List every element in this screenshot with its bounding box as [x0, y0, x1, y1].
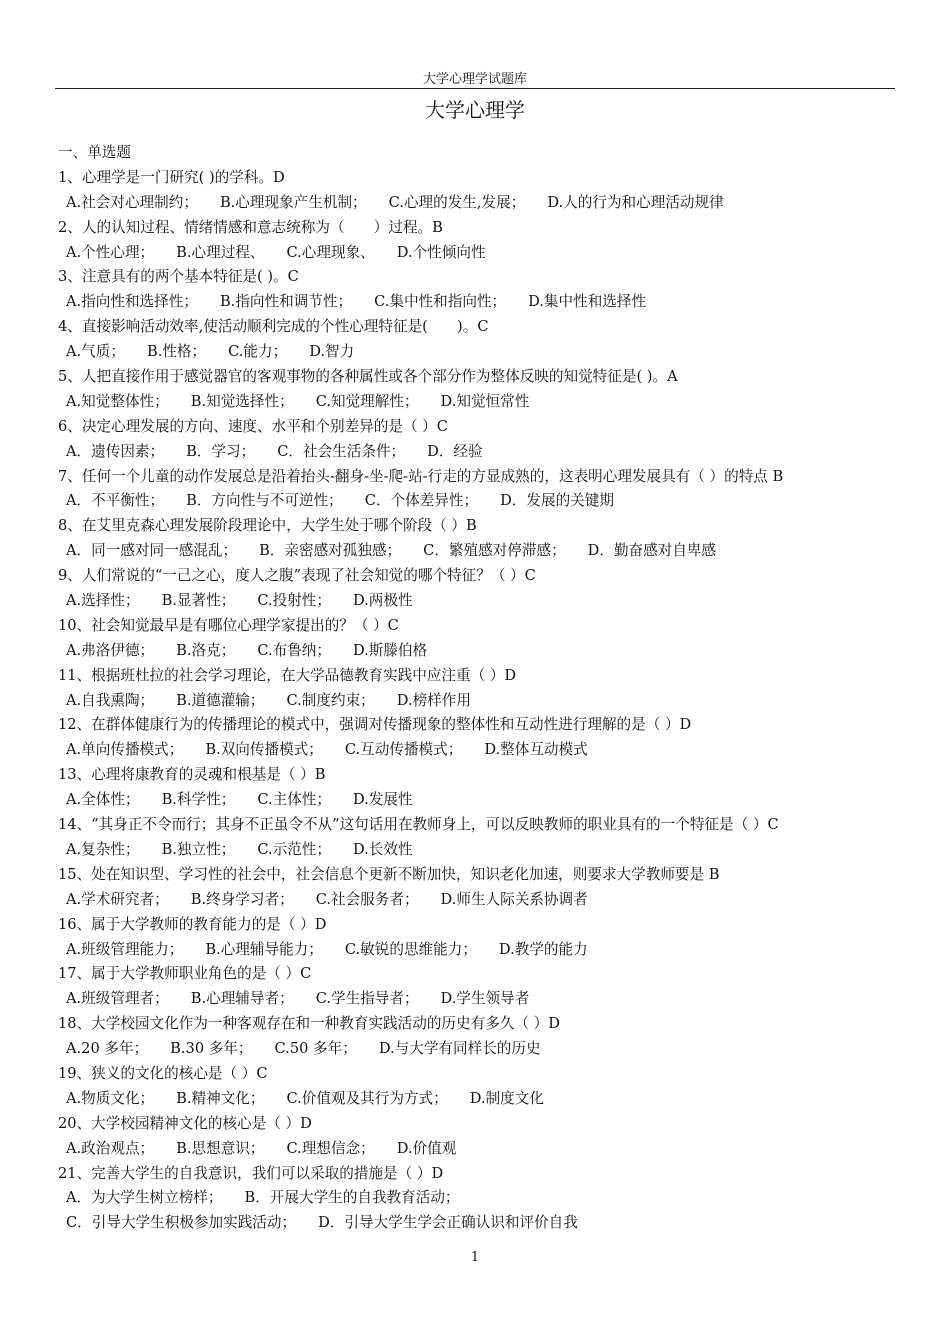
- answer-option: C.价值观及其行为方式；: [286, 1089, 448, 1107]
- answer-option: D.学生领导者: [440, 990, 530, 1008]
- answer-option: D.斯滕伯格: [352, 641, 428, 659]
- answer-option: B.双向传播模式；: [205, 741, 323, 759]
- answer-option: A．为大学生树立榜样；: [66, 1189, 223, 1207]
- answer-option: A.物质文化；: [66, 1089, 155, 1107]
- answer-option: A.指向性和选择性；: [66, 293, 198, 311]
- answer-option: B.性格；: [146, 343, 207, 361]
- answer-option: D.师生人际关系协调者: [440, 890, 588, 908]
- answer-option: B.思想意识；: [176, 1139, 265, 1157]
- answer-option: B.显著性；: [161, 592, 236, 610]
- answer-option: C.布鲁纳；: [257, 641, 331, 659]
- answer-options: [58, 241, 938, 266]
- question-stem: 5、人把直接作用于感觉器官的客观事物的各种属性或各个部分作为整体反映的知觉特征是( )。A: [58, 368, 678, 386]
- question-stem: 2、人的认知过程、情绪情感和意志统称为（ ）过程。B: [58, 218, 443, 236]
- answer-options: [58, 788, 938, 813]
- answer-options: [58, 888, 938, 913]
- answer-options: [58, 938, 938, 963]
- answer-option: B.心理辅导能力；: [205, 940, 323, 958]
- answer-option: B．学习；: [186, 442, 256, 460]
- section-heading: 一、单选题: [58, 144, 131, 161]
- answer-options: [58, 290, 938, 315]
- question-stem: 9、人们常说的“一己之心，度人之腹”表现了社会知觉的哪个特征？（ ）C: [58, 567, 536, 585]
- document-title: 大学心理学: [425, 98, 525, 122]
- answer-option: C.社会服务者；: [315, 890, 419, 908]
- answer-option: C.50 多年；: [274, 1040, 357, 1058]
- answer-options: [58, 738, 938, 763]
- answer-option: C.敏锐的思维能力；: [344, 940, 477, 958]
- question-stem: 13、心理将康教育的灵魂和根基是（ ）B: [58, 766, 326, 784]
- answer-option: D.人的行为和心理活动规律: [547, 193, 724, 211]
- answer-options: [58, 1186, 938, 1211]
- answer-option: D.整体互动模式: [484, 741, 588, 759]
- answer-options: [58, 838, 938, 863]
- question-stem: 15、处在知识型、学习性的社会中，社会信息个更新不断加快，知识老化加速，则要求大学教师要是 B: [58, 865, 720, 883]
- answer-options: [58, 1037, 938, 1062]
- answer-option: A.班级管理者；: [66, 990, 169, 1008]
- answer-option: B.知觉选择性；: [190, 392, 294, 410]
- answer-option: B.终身学习者；: [190, 890, 294, 908]
- answer-option: A.复杂性；: [66, 840, 140, 858]
- question-stem: 17、属于大学教师职业角色的是（ ）C: [58, 965, 312, 983]
- answer-option: B．亲密感对孤独感；: [259, 542, 402, 560]
- question-list: [58, 141, 938, 1236]
- answer-option: B.精神文化；: [176, 1089, 265, 1107]
- answer-option: D.个性倾向性: [396, 243, 486, 261]
- answer-options: [58, 1211, 938, 1236]
- answer-option: A.自我熏陶；: [66, 691, 155, 709]
- header-rule: [55, 88, 895, 89]
- answer-option: B.指向性和调节性；: [219, 293, 353, 311]
- answer-option: D.智力: [309, 343, 355, 361]
- answer-option: B．方向性与不可逆性；: [186, 492, 343, 510]
- question-stem: 18、大学校园文化作为一种客观存在和一种教育实践活动的历史有多久（ ）D: [58, 1015, 560, 1033]
- question-stem: 16、属于大学教师的教育能力的是（ ）D: [58, 915, 327, 933]
- answer-option: D．经验: [427, 442, 483, 460]
- answer-options: [58, 1087, 938, 1112]
- answer-option: A.学术研究者；: [66, 890, 169, 908]
- question-stem: 1、心理学是一门研究( )的学科。D: [58, 168, 285, 186]
- answer-options: [58, 340, 938, 365]
- answer-option: A.个性心理；: [66, 243, 155, 261]
- answer-option: A.气质；: [66, 343, 125, 361]
- answer-option: B.心理现象产生机制；: [219, 193, 367, 211]
- question-stem: 19、狭义的文化的核心是（ ）C: [58, 1064, 268, 1082]
- answer-options: [58, 191, 938, 216]
- answer-option: B.30 多年；: [170, 1040, 253, 1058]
- answer-option: A．遗传因素；: [66, 442, 165, 460]
- answer-option: A．不平衡性；: [66, 492, 165, 510]
- answer-options: [58, 489, 938, 514]
- running-header: 大学心理学试题库: [422, 72, 527, 87]
- answer-option: C.互动传播模式；: [344, 741, 463, 759]
- answer-option: A.政治观点；: [66, 1139, 155, 1157]
- question-stem: 12、在群体健康行为的传播理论的模式中，强调对传播现象的整体性和互动性进行理解的是（ ）D: [58, 716, 692, 734]
- answer-options: [58, 639, 938, 664]
- answer-option: A.知觉整体性；: [66, 392, 169, 410]
- answer-option: D．勤奋感对自卑感: [587, 542, 717, 560]
- answer-option: D.与大学有同样长的历史: [378, 1040, 541, 1058]
- answer-option: B．开展大学生的自我教育活动；: [244, 1189, 460, 1207]
- question-stem: 11、根据班杜拉的社会学习理论，在大学品德教育实践中应注重（ ）D: [58, 666, 517, 684]
- question-stem: 8、在艾里克森心理发展阶段理论中，大学生处于哪个阶段（ ）B: [58, 517, 477, 535]
- answer-option: D.知觉恒常性: [440, 392, 530, 410]
- answer-option: D.长效性: [352, 840, 413, 858]
- answer-options: [58, 1137, 938, 1162]
- answer-option: C.投射性；: [257, 592, 331, 610]
- answer-option: C．个体差异性；: [364, 492, 479, 510]
- answer-option: A.班级管理能力；: [66, 940, 184, 958]
- answer-option: C.知觉理解性；: [315, 392, 419, 410]
- answer-option: C．繁殖感对停滞感；: [423, 542, 566, 560]
- answer-option: A.20 多年；: [66, 1040, 149, 1058]
- page-number: 1: [470, 1250, 480, 1265]
- answer-option: A.弗洛伊德；: [66, 641, 155, 659]
- answer-option: A.选择性；: [66, 592, 140, 610]
- answer-option: B.独立性；: [161, 840, 236, 858]
- answer-option: D.教学的能力: [498, 940, 588, 958]
- question-stem: 20、大学校园精神文化的核心是（ ）D: [58, 1114, 312, 1132]
- answer-option: D.集中性和选择性: [528, 293, 647, 311]
- answer-option: B.心理过程、: [176, 243, 265, 261]
- answer-option: C.心理的发生,发展；: [388, 193, 526, 211]
- answer-option: D．引导大学生学会正确认识和评价自我: [318, 1214, 578, 1232]
- answer-option: C.主体性；: [257, 791, 331, 809]
- answer-option: C.制度约束；: [286, 691, 375, 709]
- answer-option: C.学生指导者；: [315, 990, 419, 1008]
- answer-option: D.价值观: [396, 1139, 457, 1157]
- question-stem: 7、任何一个儿童的动作发展总是沿着抬头-翻身-坐-爬-站-行走的方显成熟的，这表明心理发展具有（ ）的特点 B: [58, 467, 784, 485]
- answer-option: A.单向传播模式；: [66, 741, 184, 759]
- answer-options: [58, 589, 938, 614]
- question-stem: 4、直接影响活动效率,使活动顺利完成的个性心理特征是( )。C: [58, 318, 489, 336]
- answer-option: A．同一感对同一感混乱；: [66, 542, 238, 560]
- answer-option: B.科学性；: [161, 791, 236, 809]
- question-stem: 21、完善大学生的自我意识，我们可以采取的措施是（ ）D: [58, 1164, 444, 1182]
- answer-option: C.能力；: [228, 343, 288, 361]
- answer-option: C．社会生活条件；: [277, 442, 406, 460]
- answer-options: [58, 987, 938, 1012]
- answer-option: B.心理辅导者；: [190, 990, 294, 1008]
- answer-option: B.洛克；: [176, 641, 236, 659]
- question-stem: 10、社会知觉最早是有哪位心理学家提出的？（ ）C: [58, 616, 399, 634]
- answer-option: D．发展的关键期: [500, 492, 614, 510]
- answer-option: C．引导大学生积极参加实践活动；: [66, 1214, 297, 1232]
- question-stem: 3、注意具有的两个基本特征是( )。C: [58, 268, 299, 286]
- answer-option: D.榜样作用: [396, 691, 471, 709]
- answer-option: C.理想信念；: [286, 1139, 375, 1157]
- answer-options: [58, 539, 938, 564]
- answer-option: A.社会对心理制约；: [66, 193, 198, 211]
- answer-option: C.心理现象、: [286, 243, 375, 261]
- question-stem: 6、决定心理发展的方向、速度、水平和个别差异的是（ ）C: [58, 417, 448, 435]
- answer-options: [58, 689, 938, 714]
- answer-option: A.全体性；: [66, 791, 140, 809]
- answer-option: C.示范性；: [257, 840, 331, 858]
- answer-options: [58, 440, 938, 465]
- answer-option: D.两极性: [352, 592, 413, 610]
- answer-option: B.道德灌输；: [176, 691, 265, 709]
- answer-option: D.制度文化: [469, 1089, 544, 1107]
- answer-options: [58, 390, 938, 415]
- answer-option: D.发展性: [352, 791, 413, 809]
- answer-option: C.集中性和指向性；: [374, 293, 507, 311]
- question-stem: 14、“其身正不令而行；其身不正虽令不从”这句话用在教师身上，可以反映教师的职业具有的一个特征是（ ）C: [58, 816, 779, 834]
